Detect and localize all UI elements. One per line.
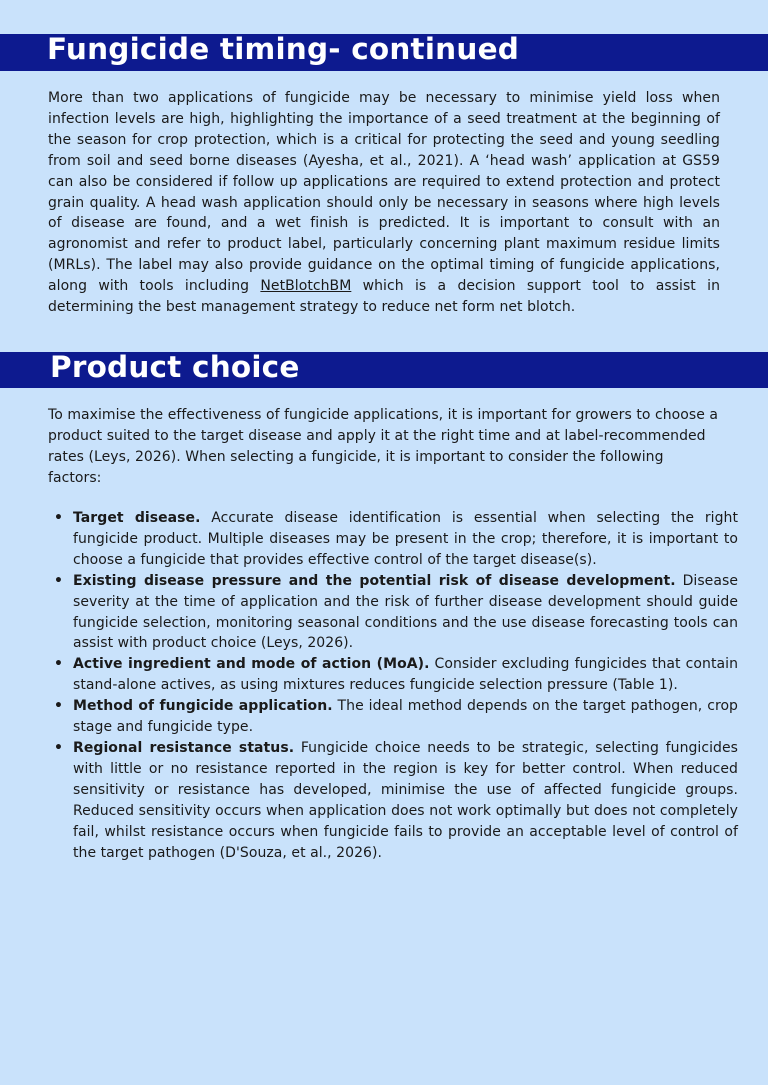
- paragraph-text-start: More than two applications of fungicide may be necessary to minimise yield loss when infection levels are high, highlighting the importance of a seed treatment at the beginning of the season for crop protection, which is a critical for protecting the seed and young seedling from soil and seed borne diseases (Ayesha, et al., 2021). A ‘head wash’ application at GS59 can also be considered if follow up applications are required to extend protection and protect grain quality. A head wash application should only be necessary in seasons where high levels of disease are found, and a wet finish is predicted. It is important to consult with an agronomist and refer to product label, particularly concerning plant maximum residue limits (MRLs). The label may also provide guidance on the optimal timing of fungicide applications, along with tools including: [48, 90, 720, 295]
- list-item: [54, 508, 738, 571]
- factor-description: Fungicide choice needs to be strategic, selecting fungicides with little or no resistance reported in the region is key for better control. When reduced sensitivity or resistance has developed, minimise the use of affected fungicide groups. Reduced sensitivity occurs when application does not work optimally but does not completely fail, whilst resistance occurs when fungicide fails to provide an acceptable level of control of the target pathogen (D'Souza, et al., 2026).: [73, 739, 738, 861]
- section-title-product-choice: Product choice: [50, 350, 300, 384]
- factor-term: Existing disease pressure and the potential risk of disease development.: [73, 572, 676, 589]
- list-item: [54, 654, 738, 696]
- bullet-icon: •: [54, 510, 63, 526]
- product-choice-intro: To maximise the effectiveness of fungicide applications, it is important for growers to choose a product suited to the target disease and apply it at the right time and at label-recommended rates (Leys, 2026). When selecting a fungicide, it is important to consider the following factors:: [48, 407, 719, 486]
- section-heading-banner: [0, 352, 768, 388]
- factor-term: Method of fungicide application.: [73, 698, 333, 715]
- list-item: [54, 738, 738, 863]
- factors-list: [48, 508, 738, 863]
- factor-term: Active ingredient and mode of action (MoA).: [73, 656, 430, 673]
- list-item: [54, 571, 738, 655]
- section-heading-banner: [0, 34, 768, 71]
- factor-term: Regional resistance status.: [73, 739, 295, 756]
- bullet-icon: •: [54, 656, 63, 673]
- factor-term: Target disease.: [73, 510, 201, 526]
- bullet-icon: •: [54, 572, 63, 589]
- paragraph-text-end: which is a decision support tool to assist in determining the best management strategy to reduce net form net blotch.: [48, 278, 720, 316]
- factor-description: The ideal method depends on the target pathogen, crop stage and fungicide type.: [73, 698, 738, 736]
- factor-description: Disease severity at the time of application and the risk of further disease development should guide fungicide selection, monitoring seasonal conditions and the use disease forecasting tools can assist with product choice (Leys, 2026).: [73, 572, 738, 652]
- factor-description: Accurate disease identification is essential when selecting the right fungicide product. Multiple diseases may be present in the crop; therefore, it is important to choose a fungicide that provides effective control of the target disease(s).: [73, 510, 738, 568]
- list-item: [54, 696, 738, 738]
- bullet-icon: •: [54, 698, 63, 715]
- netblotchbm-link[interactable]: NetBlotchBM: [260, 278, 352, 295]
- section-title-fungicide-timing: Fungicide timing- continued: [47, 32, 520, 66]
- factor-description: Consider excluding fungicides that contain stand-alone actives, as using mixtures reduces fungicide selection pressure (Table 1).: [73, 656, 738, 694]
- bullet-icon: •: [54, 739, 63, 756]
- fungicide-timing-paragraph: [48, 88, 720, 318]
